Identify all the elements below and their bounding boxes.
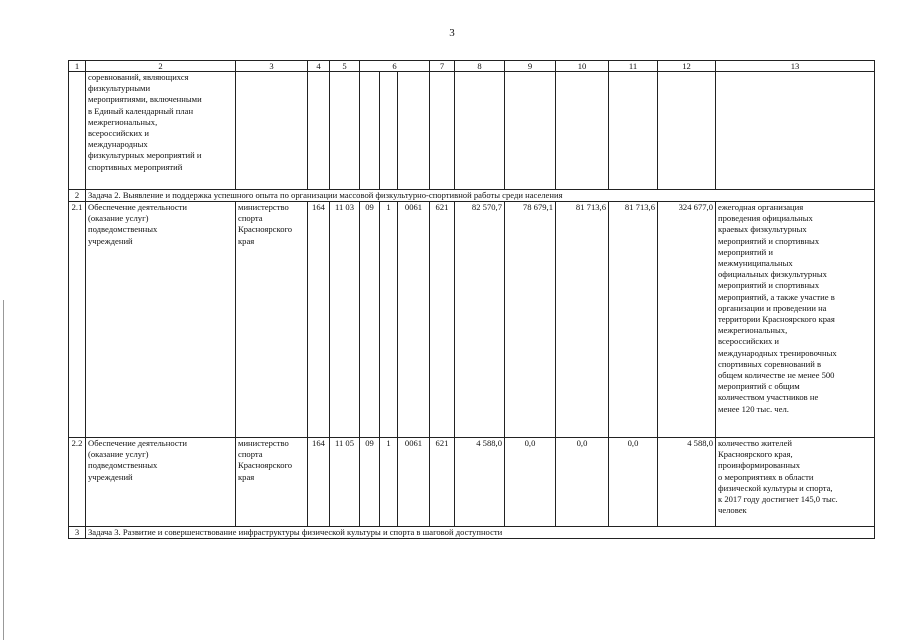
csr-code-part-b: 1 <box>380 438 398 527</box>
expected-result: ежегодная организация проведения официальных краевых физкультурных мероприятий и спортивных мероприятий и межмуниципальных официальных физкультурных мероприятий и спортивных мероприятий, а также участие в организации и проведении на территории Красноярского края межрегиональных, всероссийских и международных тренировочных спортивных соревнований в общем количестве не менее 500 мероприятий с общим количеством участников не менее 120 тыс. чел. <box>716 202 875 438</box>
vr-code: 621 <box>430 438 455 527</box>
csr-code-part-a: 09 <box>360 438 380 527</box>
amount-year-1: 4 588,0 <box>455 438 505 527</box>
row-number: 2.2 <box>69 438 86 527</box>
amount-total: 4 588,0 <box>658 438 716 527</box>
csr-code-part-c: 0061 <box>398 438 430 527</box>
amount-year-3: 0,0 <box>556 438 609 527</box>
col-number-4: 4 <box>308 61 330 72</box>
col-number-7: 7 <box>430 61 455 72</box>
section-title: Задача 3. Развитие и совершенствование инфраструктуры физической культуры и спорта в шаговой доступности <box>86 527 875 539</box>
col-number-11: 11 <box>609 61 658 72</box>
rzpr-code: 11 03 <box>330 202 360 438</box>
responsible-org: министерство спорта Красноярского края <box>236 202 308 438</box>
budget-table <box>68 60 875 539</box>
rzpr-code: 11 05 <box>330 438 360 527</box>
grbs-code: 164 <box>308 202 330 438</box>
csr-code-part-c: 0061 <box>398 202 430 438</box>
csr-code-part-b: 1 <box>380 202 398 438</box>
csr-code-part-a: 09 <box>360 202 380 438</box>
col-number-2: 2 <box>86 61 236 72</box>
col-number-1: 1 <box>69 61 86 72</box>
page-number: 3 <box>449 27 455 39</box>
col-number-8: 8 <box>455 61 505 72</box>
amount-year-2: 78 679,1 <box>505 202 556 438</box>
section-row-task-2 <box>69 190 875 202</box>
col-number-5: 5 <box>330 61 360 72</box>
table-row-2-2 <box>69 438 875 527</box>
col-number-6: 6 <box>360 61 430 72</box>
section-row-task-3 <box>69 527 875 539</box>
amount-year-3: 81 713,6 <box>556 202 609 438</box>
column-number-row <box>69 61 875 72</box>
grbs-code: 164 <box>308 438 330 527</box>
amount-year-2: 0,0 <box>505 438 556 527</box>
amount-year-4: 0,0 <box>609 438 658 527</box>
col-number-9: 9 <box>505 61 556 72</box>
row-number: 2.1 <box>69 202 86 438</box>
responsible-org: министерство спорта Красноярского края <box>236 438 308 527</box>
table-row-continuation <box>69 72 875 190</box>
col-number-12: 12 <box>658 61 716 72</box>
continuation-text: соревнований, являющихся физкультурными мероприятиями, включенными в Единый календарный план межрегиональных, всероссийских и международных физкультурных мероприятий и спортивных мероприятий <box>86 72 236 190</box>
amount-year-1: 82 570,7 <box>455 202 505 438</box>
section-number: 3 <box>69 527 86 539</box>
scan-edge-line <box>3 300 4 640</box>
expected-result: количество жителей Красноярского края, проинформированных о мероприятиях в области физической культуры и спорта, к 2017 году достигнет 145,0 тыс. человек <box>716 438 875 527</box>
activity-name: Обеспечение деятельности (оказание услуг) подведомственных учреждений <box>86 202 236 438</box>
section-number: 2 <box>69 190 86 202</box>
amount-year-4: 81 713,6 <box>609 202 658 438</box>
section-title: Задача 2. Выявление и поддержка успешного опыта по организации массовой физкультурно-спортивной работы среди населения <box>86 190 875 202</box>
vr-code: 621 <box>430 202 455 438</box>
table-row-2-1 <box>69 202 875 438</box>
col-number-3: 3 <box>236 61 308 72</box>
activity-name: Обеспечение деятельности (оказание услуг) подведомственных учреждений <box>86 438 236 527</box>
amount-total: 324 677,0 <box>658 202 716 438</box>
col-number-10: 10 <box>556 61 609 72</box>
col-number-13: 13 <box>716 61 875 72</box>
